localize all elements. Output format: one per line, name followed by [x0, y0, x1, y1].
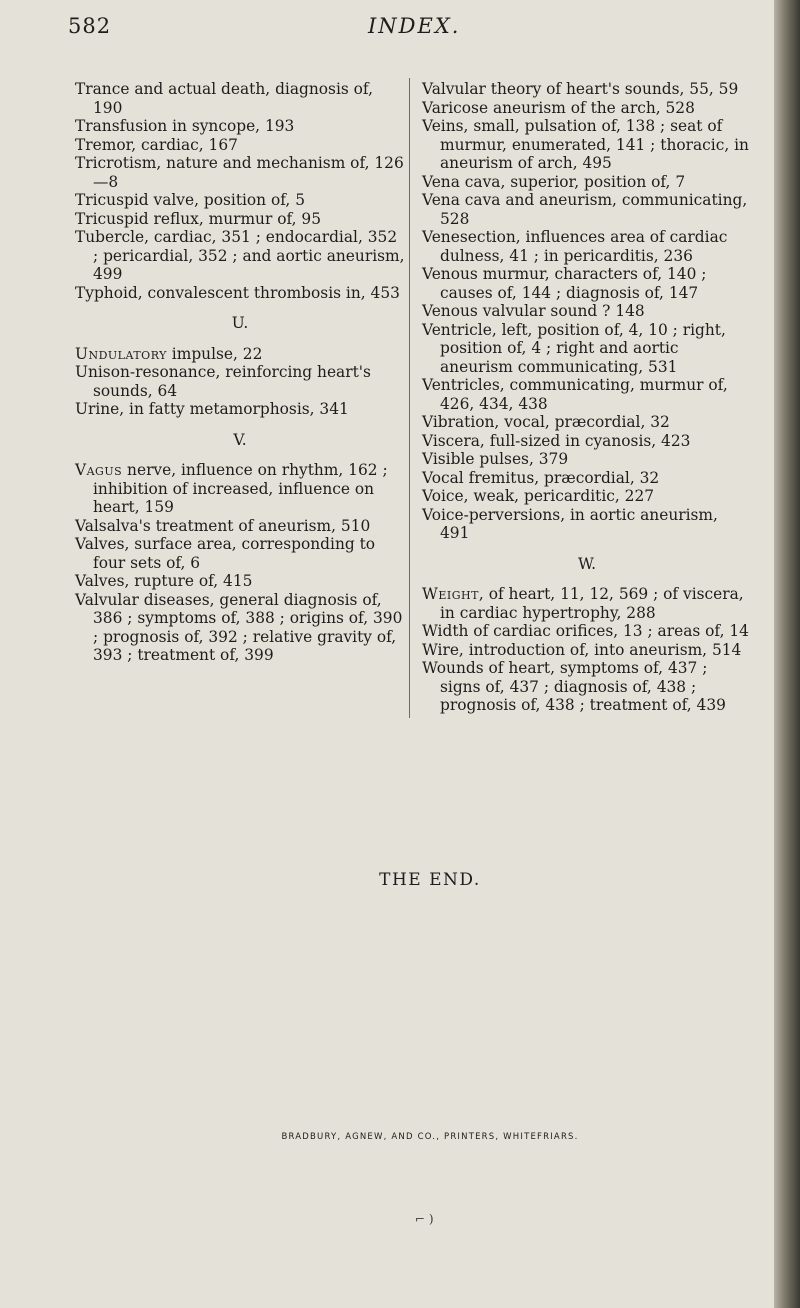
entry-text: nerve, influence on rhythm, 162 ; inhibition of increased, influence on heart, 159 — [93, 461, 388, 516]
index-entry: Wire, introduction of, into aneurism, 514 — [422, 640, 742, 659]
index-entry — [75, 345, 405, 364]
ink-mark-icon: ⌐ ) — [415, 1212, 434, 1226]
printer-imprint: BRADBURY, AGNEW, AND CO., PRINTERS, WHITEFRIARS. — [281, 1132, 579, 1142]
index-entry: Venesection, influences area of cardiac dulness, 41 ; in pericarditis, 236 — [422, 228, 728, 265]
index-entry: Vena cava, superior, position of, 7 — [422, 172, 686, 191]
index-entry: Typhoid, convalescent thrombosis in, 453 — [75, 283, 400, 302]
index-entry: Valvular diseases, general diagnosis of, 386 ; symptoms of, 388 ; origins of, 390 ; prognosis of, 392 ; relative gravity of, 393 ; treatment of, 399 — [75, 590, 403, 664]
index-entry — [75, 461, 405, 517]
book-spine-edge — [774, 0, 800, 1308]
index-entry: Width of cardiac orifices, 13 ; areas of, 14 — [422, 622, 749, 640]
running-head: INDEX. — [368, 14, 461, 38]
page-number: 582 — [68, 14, 112, 38]
index-entry: Tubercle, cardiac, 351 ; endocardial, 352 ; pericardial, 352 ; and aortic aneurism, 499 — [75, 228, 405, 283]
index-entry: Trance and actual death, diagnosis of, 190 — [75, 80, 373, 117]
index-entry: Ventricles, communicating, murmur of, 426, 434, 438 — [422, 376, 728, 413]
index-entry: Vocal fremitus, præcordial, 32 — [422, 468, 660, 487]
index-entry: Transfusion in syncope, 193 — [75, 117, 295, 135]
index-entry: Venous valvular sound ? 148 — [422, 302, 645, 320]
index-entry: Visible pulses, 379 — [422, 450, 569, 468]
index-entry: Vena cava and aneurism, communicating, 528 — [422, 191, 748, 228]
index-entry: Unison-resonance, reinforcing heart's sounds, 64 — [75, 363, 371, 400]
index-entry: Veins, small, pulsation of, 138 ; seat of murmur, enumerated, 141 ; thoracic, in aneurism of arch, 495 — [422, 117, 749, 172]
index-entry: Urine, in fatty metamorphosis, 341 — [75, 400, 349, 418]
index-column-left — [75, 80, 405, 665]
index-entry: Viscera, full-sized in cyanosis, 423 — [422, 431, 691, 450]
section-letter-v: V. — [233, 430, 247, 449]
index-entry: Ventricle, left, position of, 4, 10 ; right, position of, 4 ; right and aortic aneurism communicating, 531 — [422, 320, 726, 376]
index-entry: Tricuspid valve, position of, 5 — [75, 191, 305, 209]
entry-head: Weight — [422, 585, 479, 603]
index-entry: Voice, weak, pericarditic, 227 — [422, 487, 655, 505]
index-entry: Valves, rupture of, 415 — [75, 572, 253, 590]
index-entry: Varicose aneurism of the arch, 528 — [422, 98, 695, 117]
index-entry: Voice-perversions, in aortic aneurism, 491 — [422, 505, 718, 542]
index-entry: Wounds of heart, symptoms of, 437 ; signs of, 437 ; diagnosis of, 438 ; prognosis of, 438 ; treatment of, 439 — [422, 659, 726, 714]
index-entry: Valsalva's treatment of aneurism, 510 — [75, 516, 371, 535]
index-entry — [422, 585, 752, 622]
index-entry: Valvular theory of heart's sounds, 55, 59 — [422, 80, 739, 98]
entry-head: Undulatory — [75, 344, 167, 363]
column-divider — [409, 78, 410, 718]
entry-head: Vagus — [75, 461, 123, 479]
section-letter-w: W. — [577, 554, 597, 573]
entry-text: impulse, 22 — [166, 344, 263, 363]
index-entry: Tremor, cardiac, 167 — [75, 135, 238, 154]
section-letter-u: U. — [231, 314, 249, 332]
index-entry: Tricuspid reflux, murmur of, 95 — [75, 209, 322, 228]
index-entry: Vibration, vocal, præcordial, 32 — [422, 413, 670, 431]
index-entry: Venous murmur, characters of, 140 ; causes of, 144 ; diagnosis of, 147 — [422, 265, 707, 302]
index-column-right — [422, 80, 752, 715]
index-entry: Valves, surface area, corresponding to four sets of, 6 — [75, 535, 376, 572]
entry-text: , of heart, 11, 12, 569 ; of viscera, in cardiac hypertrophy, 288 — [440, 585, 744, 622]
the-end-text: THE END. — [379, 870, 481, 890]
index-entry: Tricrotism, nature and mechanism of, 126—8 — [75, 154, 404, 191]
page-header — [68, 14, 768, 44]
